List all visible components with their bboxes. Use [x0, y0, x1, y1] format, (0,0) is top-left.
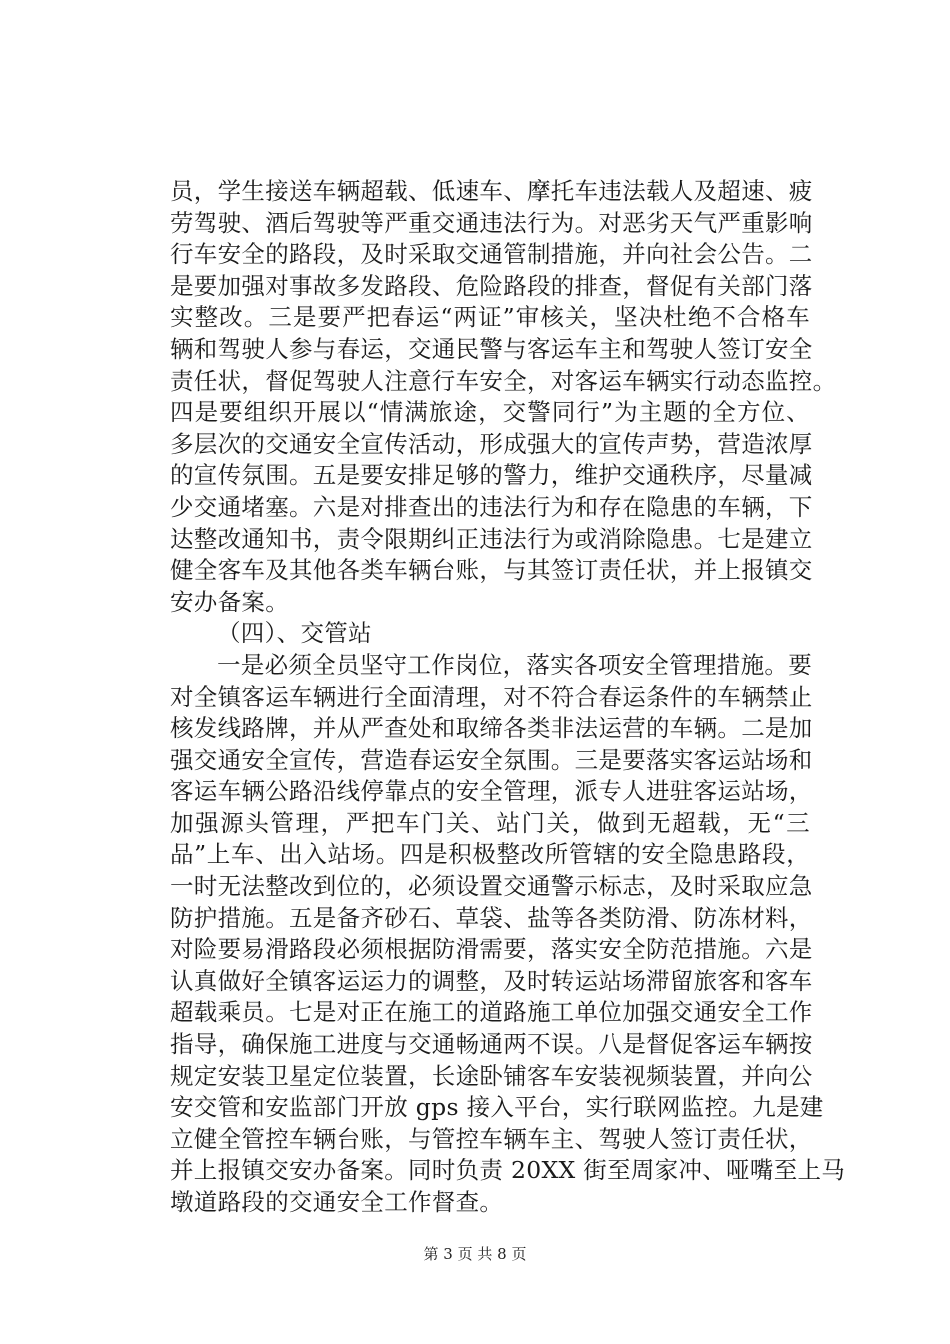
text-line: 员，学生接送车辆超载、低速车、摩托车违法载人及超速、疲: [170, 177, 813, 205]
text-line: （四）、交管站: [217, 619, 372, 648]
text-line: 辆和驾驶人参与春运，交通民警与客运车主和驾驶人签订安全: [170, 334, 813, 363]
text-line: 健全客车及其他各类车辆台账，与其签订责任状，并上报镇交: [170, 556, 813, 585]
text-line: 强交通安全宣传，营造春运安全氛围。三是要落实客运站场和: [170, 745, 813, 774]
text-line: 安交管和安监部门开放 gps 接入平台，实行联网监控。九是建: [170, 1093, 824, 1122]
text-line: 安办备案。: [170, 587, 289, 616]
text-line: 一时无法整改到位的，必须设置交通警示标志，及时采取应急: [170, 872, 813, 901]
text-line: 对险要易滑路段必须根据防滑需要，落实安全防范措施。六是: [170, 935, 813, 964]
text-line: 行车安全的路段，及时采取交通管制措施，并向社会公告。二: [170, 240, 813, 269]
text-line: 墩道路段的交通安全工作督查。: [170, 1188, 504, 1216]
text-line: 的宣传氛围。五是要安排足够的警力，维护交通秩序，尽量减: [170, 461, 813, 490]
text-line: 超载乘员。七是对正在施工的道路施工单位加强交通安全工作: [170, 998, 813, 1027]
text-line: 一是必须全员坚守工作岗位，落实各项安全管理措施。要: [217, 650, 812, 679]
text-line: 达整改通知书，责令限期纠正违法行为或消除隐患。七是建立: [170, 524, 813, 553]
text-line: 立健全管控车辆台账，与管控车辆车主、驾驶人签订责任状，: [170, 1124, 813, 1153]
text-line: 是要加强对事故多发路段、危险路段的排查，督促有关部门落: [170, 271, 813, 300]
text-line: 并上报镇交安办备案。同时负责 20XX 街至周家冲、哑嘴至上马: [170, 1156, 846, 1185]
text-line: 责任状，督促驾驶人注意行车安全，对客运车辆实行动态监控。: [170, 366, 837, 395]
body-text: [170, 176, 846, 1219]
page-footer: 第 3 页 共 8 页: [423, 1245, 527, 1263]
text-line: 规定安装卫星定位装置，长途卧铺客车安装视频装置，并向公: [170, 1061, 813, 1090]
text-line: 四是要组织开展以“情满旅途，交警同行”为主题的全方位、: [170, 398, 810, 427]
text-line: 劳驾驶、酒后驾驶等严重交通违法行为。对恶劣天气严重影响: [170, 208, 813, 237]
text-line: 客运车辆公路沿线停靠点的安全管理，派专人进驻客运站场，: [170, 777, 813, 806]
text-line: 核发线路牌，并从严查处和取缔各类非法运营的车辆。二是加: [170, 714, 813, 743]
text-line: 指导，确保施工进度与交通畅通两不误。八是督促客运车辆按: [170, 1030, 813, 1059]
text-line: 品”上车、出入站场。四是积极整改所管辖的安全隐患路段，: [170, 840, 810, 869]
text-line: 对全镇客运车辆进行全面清理，对不符合春运条件的车辆禁止: [170, 682, 813, 711]
text-line: 防护措施。五是备齐砂石、草袋、盐等各类防滑、防冻材料，: [170, 903, 813, 932]
text-line: 少交通堵塞。六是对排查出的违法行为和存在隐患的车辆，下: [170, 492, 813, 521]
text-line: 多层次的交通安全宣传活动，形成强大的宣传声势，营造浓厚: [170, 429, 813, 458]
text-line: 加强源头管理，严把车门关、站门关，做到无超载，无“三: [170, 808, 810, 837]
text-line: 认真做好全镇客运运力的调整，及时转运站场滞留旅客和客车: [170, 966, 813, 995]
text-line: 实整改。三是要严把春运“两证”审核关，坚决杜绝不合格车: [170, 303, 810, 332]
